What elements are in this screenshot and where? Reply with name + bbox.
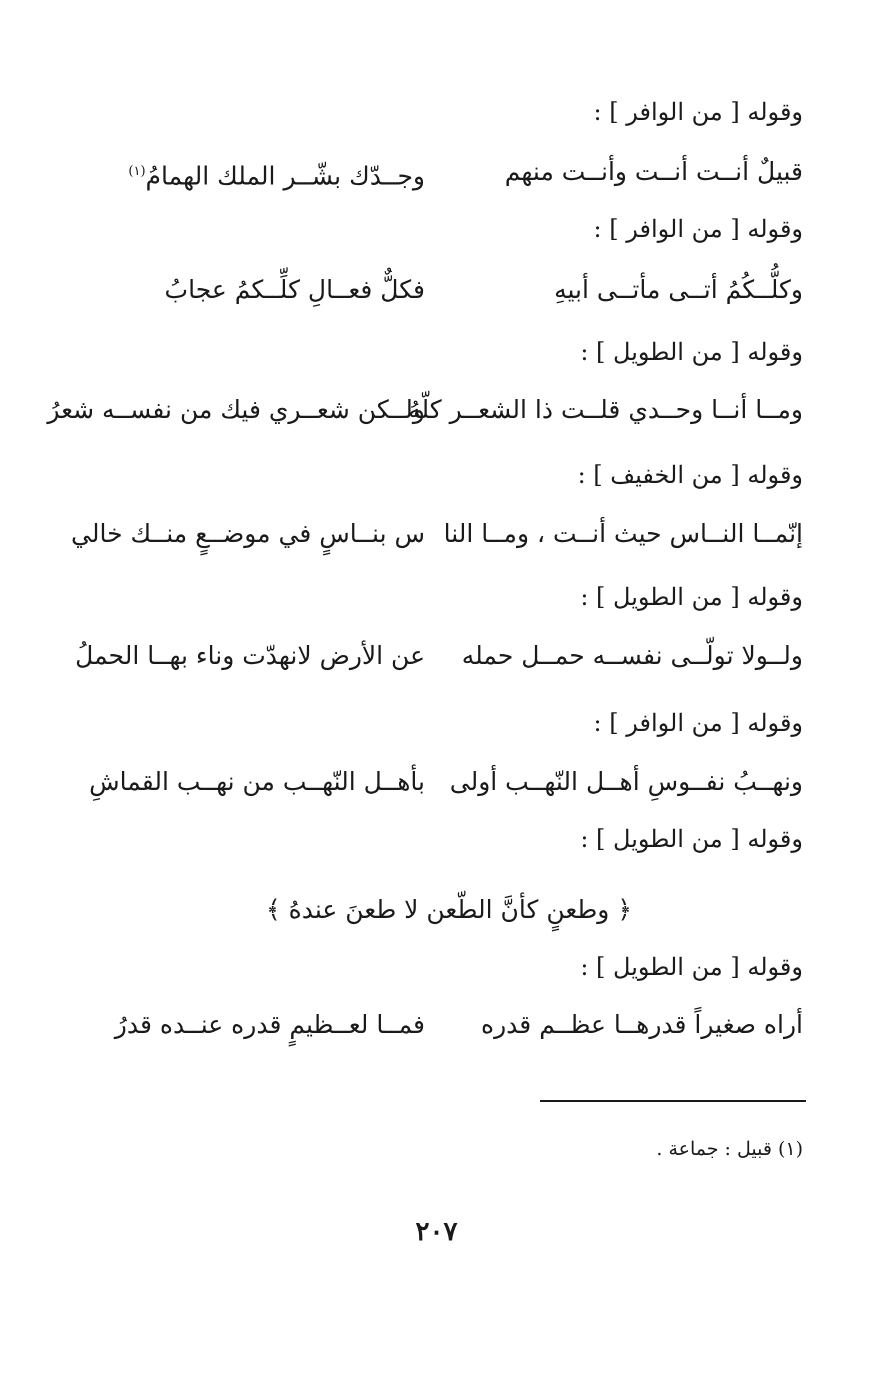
verse-first-hemistich: وكلُّــكُمُ أتــى مأتــى أبيهِ xyxy=(554,275,803,304)
verse-first-hemistich: قبيلٌ أنــت أنــت وأنــت منهم xyxy=(504,157,803,186)
verse-line xyxy=(89,762,803,802)
verse-second-hemistich: ولــكن شعــري فيك من نفســه شعرُ xyxy=(47,395,425,424)
verse-line xyxy=(75,636,803,676)
poem-intro: وقوله [ من الطويل ] : xyxy=(580,953,803,981)
verse-line xyxy=(71,514,803,554)
verse-line xyxy=(95,152,803,192)
verse-second-hemistich xyxy=(95,152,425,196)
poem-intro: وقوله [ من الطويل ] : xyxy=(580,825,803,853)
poem-intro: وقوله [ من الطويل ] : xyxy=(580,583,803,611)
footnote-marker: (١) xyxy=(128,164,146,179)
hemistich-text: وجــدّك بشّــر الملك الهمامُ xyxy=(145,161,425,191)
poem-intro: وقوله [ من الخفيف ] : xyxy=(577,461,803,489)
verse-first-hemistich: ونهــبُ نفــوسِ أهــل النّهــب أولى xyxy=(449,767,803,796)
verse-first-hemistich: إنّمــا النــاس حيث أنــت ، ومــا النا xyxy=(443,519,803,548)
verse-line xyxy=(95,1005,803,1045)
verse-second-hemistich: عن الأرض لانهدّت وناء بهــا الحملُ xyxy=(75,641,425,670)
centered-hemistich: ﴿ وطعنٍ كأنَّ الطّعن لا طعنَ عندهُ ﴾ xyxy=(266,895,632,924)
poem-intro: وقوله [ من الوافر ] : xyxy=(593,709,803,737)
verse-second-hemistich: فكلٌّ فعــالِ كلِّــكمُ عجابُ xyxy=(164,275,425,304)
verse-line xyxy=(95,270,803,310)
page-number: ٢٠٧ xyxy=(415,1217,458,1247)
verse-first-hemistich: أراه صغيراً قدرهــا عظــم قدره xyxy=(481,1010,803,1039)
footnote-divider xyxy=(540,1100,806,1102)
verse-second-hemistich: بأهــل النّهــب من نهــب القماشِ xyxy=(89,767,425,796)
footnote: (١) قبيل : جماعة . xyxy=(656,1138,803,1160)
verse-first-hemistich: ومــا أنــا وحــدي قلــت ذا الشعــر كلّهُ xyxy=(408,395,803,424)
poem-intro: وقوله [ من الوافر ] : xyxy=(593,215,803,243)
verse-first-hemistich: ولــولا تولّــى نفســه حمــل حمله xyxy=(461,641,803,670)
verse-line xyxy=(47,390,803,430)
verse-second-hemistich: فمــا لعــظيمٍ قدره عنــده قدرُ xyxy=(114,1010,425,1039)
poem-intro: وقوله [ من الوافر ] : xyxy=(593,98,803,126)
verse-second-hemistich: س بنــاسٍ في موضــعٍ منــك خالي xyxy=(71,519,425,548)
poem-intro: وقوله [ من الطويل ] : xyxy=(580,338,803,366)
